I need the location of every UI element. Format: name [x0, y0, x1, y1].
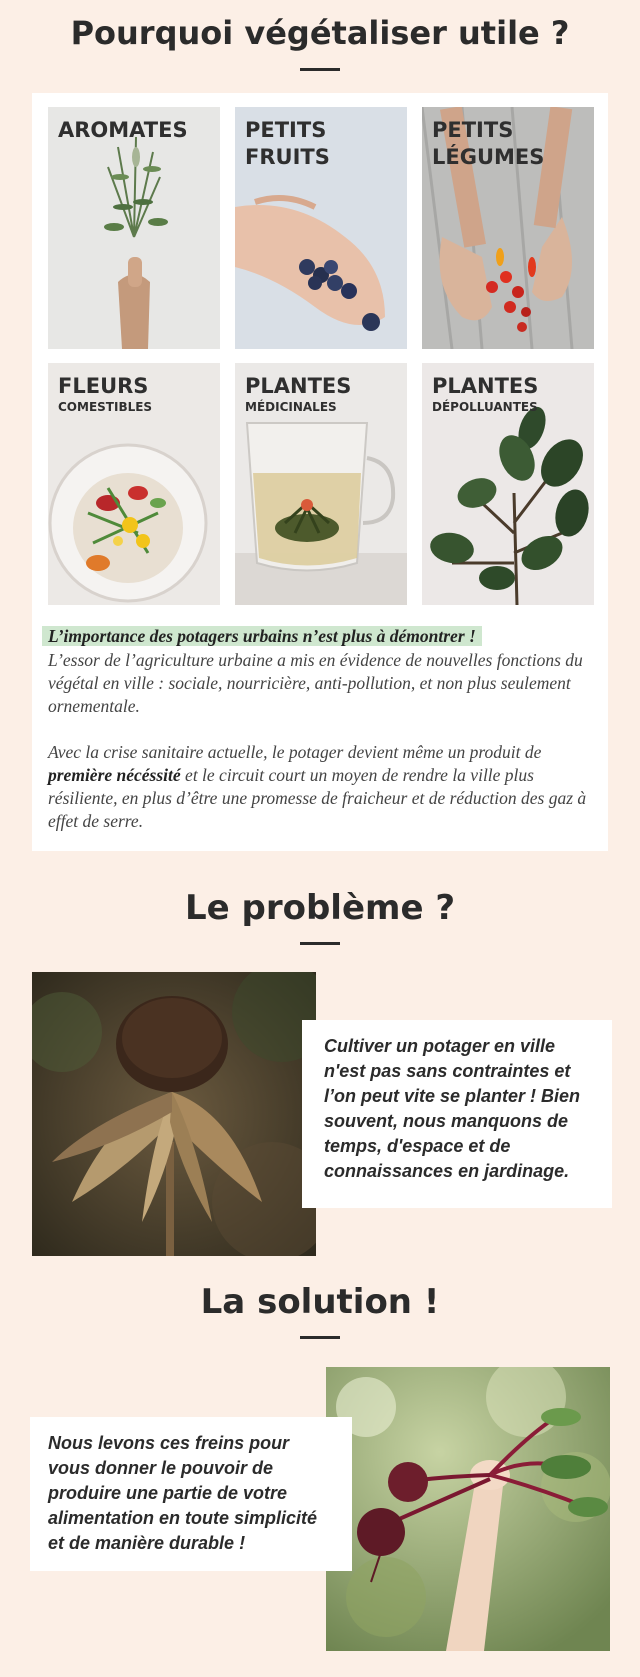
tile-plantes-depolluantes [422, 363, 594, 605]
tile-sublabel: DÉPOLLUANTES [432, 400, 538, 414]
solution-quote: Nous levons ces freins pour vous donner le pouvoir de produire une partie de votre alimentation en toute simplicité et de manière durable ! [48, 1433, 318, 1553]
tile-petits-fruits [235, 107, 407, 349]
tile-label: PETITS FRUITS [245, 118, 330, 169]
tile-plantes-medicinales [235, 363, 407, 605]
benefits-headline-wrapper [42, 625, 482, 648]
section-title-pourquoi: Pourquoi végétaliser utile ? [70, 14, 570, 52]
withered-flower-image [32, 972, 316, 1256]
benefits-paragraph-2 [48, 741, 588, 833]
problem-quote-box [302, 1020, 612, 1208]
benefits-paragraph-1: L’essor de l’agriculture urbaine a mis en évidence de nouvelles fonctions du végétal en ville : sociale, nourricière, anti-pollution, et non plus seulement ornementale. [48, 650, 583, 716]
tile-label: PLANTES [245, 374, 352, 398]
tile-label: PLANTES [432, 374, 539, 398]
beetroot-harvest-image [326, 1367, 610, 1651]
benefits-card [32, 93, 608, 851]
tile-label: AROMATES [58, 118, 188, 142]
title-divider [300, 1336, 340, 1339]
paragraph-2-emphasis: première nécéssité [48, 765, 181, 785]
tile-fleurs-comestibles [48, 363, 220, 605]
tile-label: FLEURS [58, 374, 149, 398]
tile-sublabel: MÉDICINALES [245, 400, 337, 414]
tile-aromates [48, 107, 220, 349]
benefits-headline: L’importance des potagers urbains n’est plus à démontrer ! [42, 626, 482, 646]
paragraph-2-start: Avec la crise sanitaire actuelle, le potager devient même un produit de [48, 742, 542, 762]
dried-flower-photo [32, 972, 316, 1256]
tile-petits-legumes [422, 107, 594, 349]
section-title-solution: La solution ! [200, 1282, 440, 1322]
solution-quote-box [30, 1417, 352, 1571]
paragraph-2-end: et le circuit court un moyen de rendre la ville plus résiliente, en plus d’être une promesse de fraicheur et de réduction des gaz à effet de serre. [48, 765, 587, 831]
problem-quote: Cultiver un potager en ville n'est pas sans contraintes et l’on peut vite se planter ! Bien souvent, nous manquons de temps, d'espace et de connaissances en jardinage. [324, 1036, 581, 1181]
title-divider [300, 68, 340, 71]
beetroot-photo [326, 1367, 610, 1651]
section-title-probleme: Le problème ? [184, 888, 456, 928]
tile-sublabel: COMESTIBLES [58, 400, 153, 414]
tile-label: PETITS LÉGUMES [432, 118, 545, 169]
title-divider [300, 942, 340, 945]
